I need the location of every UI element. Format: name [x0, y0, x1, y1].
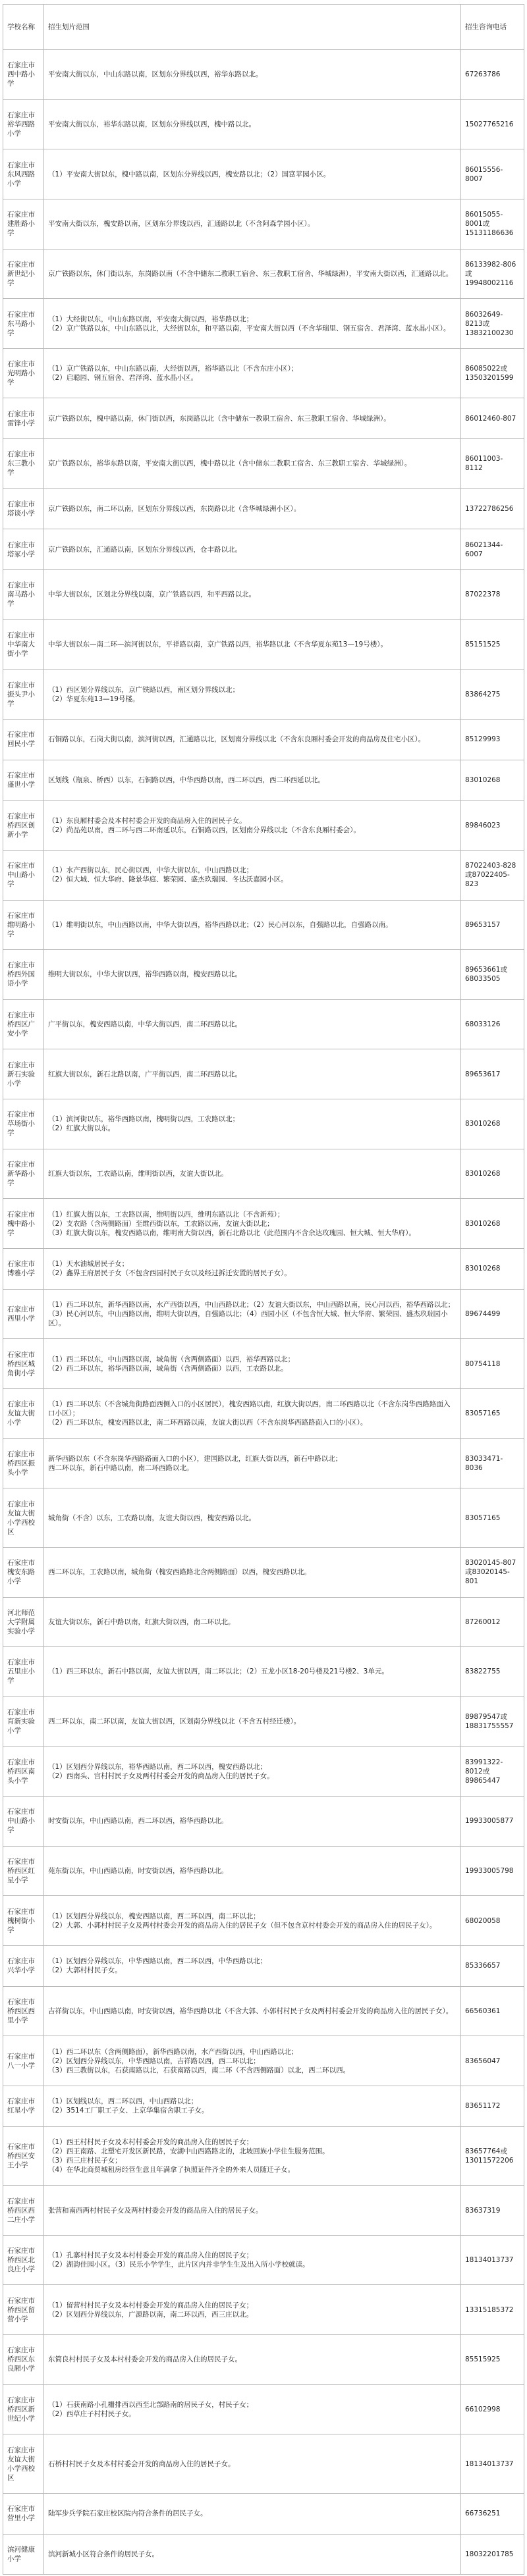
table-row [3, 1249, 524, 1290]
range-line: 区划线（瓶泉、桥西）以东，石铜路以西，中华西路以南，西二环以西，西二环西延以北。 [48, 775, 325, 784]
table-row [3, 199, 524, 249]
school-name: 石家庄市桥西区新世纪小学 [3, 2384, 44, 2434]
phone-number: 89653661或68033505 [461, 950, 524, 1000]
enrollment-range [44, 1339, 461, 1389]
phone-number: 85151525 [461, 619, 524, 670]
school-name: 石家庄市光明路小学 [3, 348, 44, 398]
enrollment-range [44, 249, 461, 299]
range-line: 维明大街以东，中华大街以西，裕华西路以南，槐安西路以北。 [48, 970, 242, 979]
range-line: 张营和南西两村村民子女及两村村委会开发的商品房入住的居民子女。 [48, 2206, 263, 2215]
range-line: （1）区划西分界线以东，裕华西路以南，西二环以西，槐安西路以北； [48, 1762, 267, 1771]
school-name: 石家庄市桥西区广安小学 [3, 999, 44, 1049]
range-line: （2）恒大城、恒大华府、隆景华庭、繁荣园、盛杰玖瑞园、冬达沃嘉园小区。 [48, 876, 288, 884]
phone-number: 13722786256 [461, 488, 524, 529]
school-name: 石家庄市维明路小学 [3, 900, 44, 950]
range-line: （2）湖韵佳园小区。（3）民乐小学学生，此片区内并非学生生及出入所小学校就读。 [48, 2261, 310, 2269]
enrollment-range [44, 1797, 461, 1847]
phone-number: 68020058 [461, 1896, 524, 1946]
school-name: 石家庄市回民小学 [3, 719, 44, 760]
phone-number: 13315185372 [461, 2285, 524, 2335]
table-row [3, 1289, 524, 1339]
school-name: 河北师范大学附属实验小学 [3, 1597, 44, 1647]
phone-number: 18032201785 [461, 2534, 524, 2575]
enrollment-range [44, 619, 461, 670]
range-line: （3）西三教街以东，石获南路以北，石获南路以西，南二环（不含西侧路面）以北，西二环以西。 [48, 2066, 350, 2074]
range-line: （1）西王村村民子女及本村村委会开发的商品房入住的居民子女； [48, 2138, 254, 2146]
school-name: 石家庄市红星小学 [3, 2086, 44, 2126]
phone-number: 83010268 [461, 760, 524, 801]
phone-number: 19933005798 [461, 1846, 524, 1896]
table-row [3, 1747, 524, 1797]
range-line: 平安南大街以东，裕华东路以南，区划东分界线以西，槐中路以北。 [48, 120, 256, 128]
phone-number: 67263786 [461, 50, 524, 100]
range-line: （4）在华北商贸城租房经营生意且年满拿了执照证件齐全的外来人员随迁子女。 [48, 2165, 295, 2174]
range-line: 陆军步兵学院石家庄校区院内符合条件的居民子女。 [48, 2510, 208, 2518]
table-row [3, 1388, 524, 1438]
enrollment-range [44, 1149, 461, 1199]
school-name: 石家庄市东风西路小学 [3, 149, 44, 199]
enrollment-range [44, 488, 461, 529]
range-line: （1）石获南路小孔栅排西以西至北部路南的居民子女，村民子女； [48, 2401, 254, 2409]
range-line: （1）东良厢村委会及本村村委会开发的商品房入住的居民子女。 [48, 816, 246, 825]
phone-number: 66560361 [461, 1986, 524, 2036]
range-line: 京广铁路以东，汇通路以南，区划东分界线以西，仓丰路以北。 [48, 545, 242, 554]
range-line: （1）区划西分界线以东，槐安西路以南，西二环以西，南二环以北； [48, 1912, 260, 1920]
table-row [3, 348, 524, 398]
range-line: 红旗大街以东，工农路以南，维明街以西，友谊大街以北。 [48, 1170, 228, 1178]
range-line: （1）大经街以东，中山东路以南，平安南大街以西，裕华路以北； [48, 315, 254, 323]
range-line: 中华大街以东—南二环—滨河街以东，平祥路以南，京广铁路以西，裕华路以北（不含华夏东苑13—19号楼）。 [48, 641, 387, 648]
range-line: 石桥村村民子女及本村村委会开发的商品房入住的居民子女。 [48, 2459, 235, 2468]
phone-number: 87260012 [461, 1597, 524, 1647]
phone-number: 87022403-828或87022405-823 [461, 850, 524, 900]
range-line: （2）西南头、宫村村民子女及两村村委会开发的商品房入住的居民子女。 [48, 1772, 274, 1780]
school-name: 石家庄市友谊大街小学西校区 [3, 1488, 44, 1548]
school-name: 石家庄市振头尹小学 [3, 670, 44, 720]
range-line: （3）西三庄村民子女； [48, 2156, 122, 2165]
enrollment-range [44, 760, 461, 801]
phone-number: 87022378 [461, 570, 524, 620]
school-name: 石家庄市塔冢小学 [3, 529, 44, 570]
school-name: 石家庄市桥西区振头小学 [3, 1438, 44, 1488]
table-row [3, 2534, 524, 2575]
enrollment-range [44, 850, 461, 900]
school-name: 石家庄市东马路小学 [3, 299, 44, 349]
range-line: （1）西二环以东，中山西路以南，城角街（含两侧路面）以西，裕华西路以北； [48, 1355, 295, 1363]
school-name: 石家庄市槐安东路小学 [3, 1547, 44, 1597]
range-line: （1）区划线以东，西二环以西，中山西路以北； [48, 2097, 198, 2106]
table-body [3, 50, 524, 2575]
table-row [3, 2434, 524, 2494]
range-line: （1）区划西分界线以东，中华西路以南，西二环以西，中华西路以北； [48, 1957, 267, 1966]
range-line: （1）维明街以东，中山西路以南，中华大街以西，裕华西路以北；（2）民心河以东，自强路以北，自强路以南。 [48, 920, 393, 929]
phone-number: 83057165 [461, 1388, 524, 1438]
table-row [3, 439, 524, 489]
range-line: 滨河新城小区符合条件的居民子女。 [48, 2550, 159, 2558]
table-row [3, 1797, 524, 1847]
enrollment-range [44, 1438, 461, 1488]
school-name: 石家庄市育新实验小学 [3, 1696, 44, 1747]
range-line: （1）平安南大街以东，槐中路以南，区划东分界线以西，槐安路以北；（2）国富苹园小区。 [48, 170, 331, 178]
school-name: 石家庄市桥西区安王小学 [3, 2126, 44, 2186]
school-name: 石家庄市槐中路小学 [3, 1199, 44, 1249]
school-name: 石家庄市槐树街小学 [3, 1896, 44, 1946]
phone-number: 83656047 [461, 2036, 524, 2086]
phone-number: 86085022或13503201599 [461, 348, 524, 398]
enrollment-range [44, 1049, 461, 1099]
table-row [3, 398, 524, 439]
table-row [3, 299, 524, 349]
range-line: （2）西草庄子村村民子女。 [48, 2410, 136, 2419]
school-name: 石家庄市新石实验小学 [3, 1049, 44, 1099]
range-line: （1）红旗大街以东，工农路以南，维明街以西，维明东路以北（不含新苑）； [48, 1210, 285, 1219]
enrollment-range [44, 1547, 461, 1597]
school-name: 石家庄市盛世小学 [3, 760, 44, 801]
phone-number: 86015055-8001或15131186636 [461, 199, 524, 249]
range-line: （1）西二环以东，新华西路以南，水产西街以西，中山西路以北；（2）友谊大街以东，中山西路以南，民心河以西，裕华西路以北；（3）民心河以东，中山西路以南，维明大街以西，自强路以北；（4）西园小区（不包含恒大城、恒大华府、繁荣园、盛杰玖瑞园小区）。 [48, 1300, 455, 1327]
phone-number: 86021344-6007 [461, 529, 524, 570]
table-row [3, 900, 524, 950]
table-row [3, 529, 524, 570]
phone-number: 89846023 [461, 801, 524, 851]
phone-number: 86133982-806或19948002116 [461, 249, 524, 299]
table-row [3, 801, 524, 851]
phone-number: 83020145-807或83020145-801 [461, 1547, 524, 1597]
school-name: 石家庄市南马路小学 [3, 570, 44, 620]
table-row [3, 570, 524, 620]
range-line: （2）尚品苑以南，西二环与西二环南延以东，石铜路以西，区划南分界线以北（不含东良厢村委会）。 [48, 826, 360, 834]
school-name: 石家庄市桥西区红星小学 [3, 1846, 44, 1896]
table-row [3, 670, 524, 720]
range-line: （2）西二环以东，裕华西路以南，城角街（含两侧路面）以西，工农路以北。 [48, 1364, 288, 1373]
range-line: （2）京广铁路以东，中山东路以北，大经街以东，和平路以南，平安南大街以西（不含华瑞里、钢五宿舍、君泽湾、蓝水晶小区）。 [48, 324, 451, 332]
range-line: （1）西三环以东，新石中路以南，友谊大街以西，南二环以北；（2）五龙小区18-20号楼及21号楼2、3单元。 [48, 1668, 389, 1676]
range-line: （1）西二环以东（不含城角街路面西侧入口的小区居民），槐安西路以南，红旗大街以西，南二环西路以北（不含东岗华西路路面入口小区）； [48, 1400, 451, 1418]
table-row [3, 1199, 524, 1249]
range-line: （1）留营村村民子女及本村村委会开发的商品房入住的居民子女； [48, 2301, 254, 2309]
enrollment-range [44, 1986, 461, 2036]
range-line: 东简良村村民子女及本村村委会开发的商品房入住的居民子女。 [48, 2355, 242, 2364]
school-name: 石家庄市中华南大街小学 [3, 619, 44, 670]
enrollment-range [44, 719, 461, 760]
phone-number: 86015556-8007 [461, 149, 524, 199]
enrollment-range [44, 1199, 461, 1249]
phone-number: 85336657 [461, 1945, 524, 1986]
phone-number: 89879547或18831755557 [461, 1696, 524, 1747]
range-line: 友谊大街以东，新石中路以南，红旗大街以西，南二环以北。 [48, 1617, 235, 1626]
range-line: （2）3514工厂职工子女、上京华集宿舍职工子女。 [48, 2107, 209, 2115]
school-name: 石家庄市兴华小学 [3, 1945, 44, 1986]
enrollment-range [44, 439, 461, 489]
phone-number: 19933005877 [461, 1797, 524, 1847]
phone-number: 83010268 [461, 1199, 524, 1249]
range-line: 新华西路以东（不含东岗华西路路面入口的小区），建国路以北，红旗大街以西，新石中路以北； [48, 1454, 343, 1463]
enrollment-range [44, 2036, 461, 2086]
enrollment-range [44, 1289, 461, 1339]
school-name: 石家庄市五里庄小学 [3, 1647, 44, 1697]
table-row [3, 719, 524, 760]
range-line: 平安南大街以东，槐安路以南，区划东分界线以西，汇通路以北（不含阿森学园小区）。 [48, 220, 315, 228]
phone-number: 18134013737 [461, 2235, 524, 2285]
phone-number: 83991322-8012或89865447 [461, 1747, 524, 1797]
school-name: 石家庄市西里小学 [3, 1289, 44, 1339]
table-row [3, 488, 524, 529]
school-name: 石家庄市博雅小学 [3, 1249, 44, 1290]
phone-number: 83057165 [461, 1488, 524, 1548]
range-line: （2）红旗大街以东。 [48, 1124, 115, 1133]
phone-number: 83822755 [461, 1647, 524, 1697]
range-line: （3）红旗大街以东，槐安西路以南，维明南大街以西，新石北路以北（此范围内不含余达玫瑰园、恒大城、恒大华府）。 [48, 1228, 416, 1237]
phone-number: 15027765216 [461, 99, 524, 149]
enrollment-range [44, 999, 461, 1049]
table-row [3, 1438, 524, 1488]
phone-number: 86032649-8213或13832100230 [461, 299, 524, 349]
range-line: （2）支农路（含两侧路面）至维西街以东，工农路以南，友谊大街以北； [48, 1219, 274, 1228]
range-line: 时安街以东，中山西路以南，西二环以西，裕华西路以北。 [48, 1817, 228, 1826]
phone-number: 83010268 [461, 1099, 524, 1149]
enrollment-table [3, 4, 524, 2575]
table-row [3, 1647, 524, 1697]
table-row [3, 850, 524, 900]
school-name: 石家庄市友谊大街小学西校区 [3, 2434, 44, 2494]
range-line: 西二环以东，工农路以南，城角街（槐安西路路北含两侧路面）以西，槐安西路以北。 [48, 1568, 311, 1577]
phone-number: 80754118 [461, 1339, 524, 1389]
school-name: 石家庄市桥西区城角街小学 [3, 1339, 44, 1389]
header-school: 学校名称 [3, 5, 44, 50]
school-name: 石家庄市塔谈小学 [3, 488, 44, 529]
range-line: （1）西区划分界线以东，京广铁路以西，南区划分界线以北； [48, 685, 240, 694]
school-name: 滨河健康小学 [3, 2534, 44, 2575]
school-name: 石家庄市建胜路小学 [3, 199, 44, 249]
school-name: 石家庄市桥西外国语小学 [3, 950, 44, 1000]
school-name: 石家庄市桥西区西里小学 [3, 1986, 44, 2036]
table-row [3, 950, 524, 1000]
school-name: 石家庄市桥西区东良厢小学 [3, 2335, 44, 2385]
school-name: 石家庄市桥西区北良庄小学 [3, 2235, 44, 2285]
phone-number: 86012460-807 [461, 398, 524, 439]
phone-number: 83637319 [461, 2186, 524, 2236]
school-name: 石家庄市桥西区南头小学 [3, 1747, 44, 1797]
enrollment-range [44, 199, 461, 249]
enrollment-range [44, 299, 461, 349]
table-row [3, 2036, 524, 2086]
header-range: 招生划片范围 [44, 5, 461, 50]
phone-number: 83651172 [461, 2086, 524, 2126]
range-line: （1）西二环以东（含两侧路面），新华西路以南，水产西街以西，中山西路以北； [48, 2047, 298, 2056]
table-row [3, 2285, 524, 2335]
range-line: （1）孔寨村村民子女及本村村委会开发的商品房入住的居民子女； [48, 2251, 254, 2260]
table-row [3, 1597, 524, 1647]
range-line: 红旗大街以东，新石北路以南，广平街以西，南二环西路以北。 [48, 1070, 242, 1078]
header-phone: 招生咨询电话 [461, 5, 524, 50]
range-line: 京广铁路以东，休门街以东，东岗路以南（不含中储东二教职工宿舍、东三教职工宿舍、华城绿洲），平安南大街以西，汇通路以北。 [48, 269, 453, 278]
enrollment-range [44, 1249, 461, 1290]
school-name: 石家庄市草场街小学 [3, 1099, 44, 1149]
table-row [3, 1099, 524, 1149]
phone-number: 83010268 [461, 1249, 524, 1290]
table-row [3, 99, 524, 149]
range-line: （2）大郭、小郭村村民子女及两村村委会开发的商品房入住的居民子女（但不包含京村村委会开发的商品房入住的居民子女）。 [48, 1921, 437, 1930]
school-name: 石家庄市桥西区西二庄小学 [3, 2186, 44, 2236]
table-row [3, 50, 524, 100]
enrollment-range [44, 2086, 461, 2126]
table-row [3, 1696, 524, 1747]
phone-number: 68033126 [461, 999, 524, 1049]
range-line: 石铜路以东，石岗大街以南，滨河街以西，汇通路以北，区划南分界线以北（不含东良厢村委会开发的商品房及住宅小区）。 [48, 735, 426, 744]
range-line: 京广铁路以东，槐中路以南，休门街以西，东岗路以北（含中储东一教职工宿舍、东三教职工宿舍、华城绿洲）。 [48, 414, 391, 423]
range-line: 苑东街以东，中山西路以南，时安街以西，裕华西路以北。 [48, 1867, 228, 1876]
table-row [3, 1945, 524, 1986]
table-row [3, 2235, 524, 2285]
school-name: 石家庄市西中路小学 [3, 50, 44, 100]
table-row [3, 1149, 524, 1199]
school-name: 石家庄市中山路小学 [3, 850, 44, 900]
enrollment-range [44, 2235, 461, 2285]
phone-number: 83010268 [461, 1149, 524, 1199]
school-name: 石家庄市八一小学 [3, 2036, 44, 2086]
enrollment-range [44, 1488, 461, 1548]
range-line: （2）西二环以东，槐安西路以北，南二环西路以南，友谊大街以西（不含东岗华西路路面入口的小区）。 [48, 1419, 368, 1427]
phone-number: 86011003-8112 [461, 439, 524, 489]
table-header-row [3, 5, 524, 50]
enrollment-range [44, 2335, 461, 2385]
range-line: （2）启聪园、钢五宿舍、君泽湾、蓝水晶小区。 [48, 374, 198, 382]
enrollment-range [44, 2126, 461, 2186]
table-row [3, 1488, 524, 1548]
school-name: 石家庄市桥西区留营小学 [3, 2285, 44, 2335]
table-row [3, 1049, 524, 1099]
range-line: 京广铁路以东，裕华东路以南，平安南大街以西，槐中路以北（含中储东二教职工宿舍、东三教职工宿舍、华城绿洲）。 [48, 460, 412, 468]
table-row [3, 760, 524, 801]
school-name: 石家庄市东三教小学 [3, 439, 44, 489]
table-row [3, 2086, 524, 2126]
enrollment-range [44, 1747, 461, 1797]
phone-number: 89653617 [461, 1049, 524, 1099]
range-line: （2）华夏东苑13—19号楼。 [48, 695, 140, 703]
phone-number: 89653157 [461, 900, 524, 950]
range-line: 京广铁路以东，南二环以南，区划东分界线以西，东岗路以北（含华城绿洲小区）。 [48, 505, 301, 513]
school-name: 石家庄市桥西区创新小学 [3, 801, 44, 851]
range-line: （2）区划西分界线以东，中华西路以南，吉祥路以西，西二环以北； [48, 2057, 260, 2065]
enrollment-range [44, 1945, 461, 1986]
enrollment-range [44, 529, 461, 570]
phone-number: 83864275 [461, 670, 524, 720]
phone-number: 83657764或13011572206 [461, 2126, 524, 2186]
school-name: 石家庄市营里小学 [3, 2494, 44, 2535]
range-line: （1）滨河街以东，裕华西路以南，槐明街以西，工农路以北； [48, 1115, 240, 1124]
enrollment-range [44, 670, 461, 720]
enrollment-range [44, 99, 461, 149]
enrollment-range [44, 1099, 461, 1149]
enrollment-range [44, 1846, 461, 1896]
table-row [3, 249, 524, 299]
range-line: 西二环以东，南二环以南，友谊大街以西，区划南分界线以北（不含五村经迁楼）。 [48, 1718, 301, 1726]
enrollment-range [44, 1597, 461, 1647]
table-row [3, 1986, 524, 2036]
enrollment-range [44, 1647, 461, 1697]
range-line: 西二环以东，新石中路以南，南二环西路以北。 [48, 1463, 194, 1472]
enrollment-range [44, 2285, 461, 2335]
enrollment-range [44, 2494, 461, 2535]
range-line: 平安南大街以东，中山东路以南，区划东分界线以西，裕华东路以北。 [48, 70, 263, 79]
enrollment-range [44, 50, 461, 100]
phone-number: 85129993 [461, 719, 524, 760]
table-row [3, 2126, 524, 2186]
range-line: （2）大郭村村民子女。 [48, 1966, 122, 1975]
phone-number: 83033471-8036 [461, 1438, 524, 1488]
school-name: 石家庄市新华路小学 [3, 1149, 44, 1199]
table-row [3, 619, 524, 670]
table-row [3, 2335, 524, 2385]
range-line: （1）天水油城居民子女； [48, 1260, 129, 1269]
phone-number: 66736251 [461, 2494, 524, 2535]
enrollment-range [44, 1696, 461, 1747]
range-line: 中华大街以东，区划北分界线以南，京广铁路以西，和平西路以北。 [48, 591, 256, 599]
enrollment-range [44, 570, 461, 620]
table-row [3, 149, 524, 199]
range-line: （2）鑫界王府居民子女（不包含西园村民子女以及经过拆迁安置的居民子女）。 [48, 1269, 291, 1278]
enrollment-range [44, 348, 461, 398]
enrollment-range [44, 950, 461, 1000]
enrollment-range [44, 900, 461, 950]
table-row [3, 999, 524, 1049]
phone-number: 18134013737 [461, 2434, 524, 2494]
enrollment-range [44, 2186, 461, 2236]
enrollment-range [44, 801, 461, 851]
range-line: 广平街以东，槐安西路以南，中华大街以西，南二环西路以北。 [48, 1020, 242, 1029]
table-row [3, 1896, 524, 1946]
table-row [3, 2494, 524, 2535]
range-line: （1）水产西街以东，民心街以西，中华大街以东，中山西路以北； [48, 866, 254, 875]
range-line: 吉祥街以东，中山西路以南，时安街以西，裕华西路以北（不含大郭、小郭村村民子女及两村村委会开发的商品房入住的居民子女）。 [48, 2007, 453, 2015]
table-row [3, 1547, 524, 1597]
table-row [3, 1846, 524, 1896]
enrollment-range [44, 149, 461, 199]
range-line: （1）京广铁路以东，中山东路以南，大经街以西，裕华路以北（不含东庄小区）； [48, 365, 298, 373]
table-row [3, 2384, 524, 2434]
phone-number: 89674499 [461, 1289, 524, 1339]
school-name: 石家庄市新世纪小学 [3, 249, 44, 299]
range-line: （2）区划西分界线以东，广源路以南，南二环以西，西三庄以北。 [48, 2310, 254, 2319]
enrollment-range [44, 2434, 461, 2494]
school-name: 石家庄市中山路小学 [3, 1797, 44, 1847]
range-line: （2）西王南路、北塑宅开发区新民路，安湖中山西路路北的，北坡回族小学住生服务范围。 [48, 2147, 329, 2155]
enrollment-range [44, 1388, 461, 1438]
enrollment-range [44, 398, 461, 439]
enrollment-range [44, 2384, 461, 2434]
enrollment-range [44, 1896, 461, 1946]
table-row [3, 2186, 524, 2236]
school-name: 石家庄市裕华西路小学 [3, 99, 44, 149]
range-line: 城角街（不含）以东，工农路以南，友谊大街以西，槐安西路以北。 [48, 1513, 256, 1522]
school-name: 石家庄市友谊大街小学 [3, 1388, 44, 1438]
school-name: 石家庄市雷锋小学 [3, 398, 44, 439]
table-row [3, 1339, 524, 1389]
phone-number: 85515925 [461, 2335, 524, 2385]
enrollment-range [44, 2534, 461, 2575]
phone-number: 66102998 [461, 2384, 524, 2434]
